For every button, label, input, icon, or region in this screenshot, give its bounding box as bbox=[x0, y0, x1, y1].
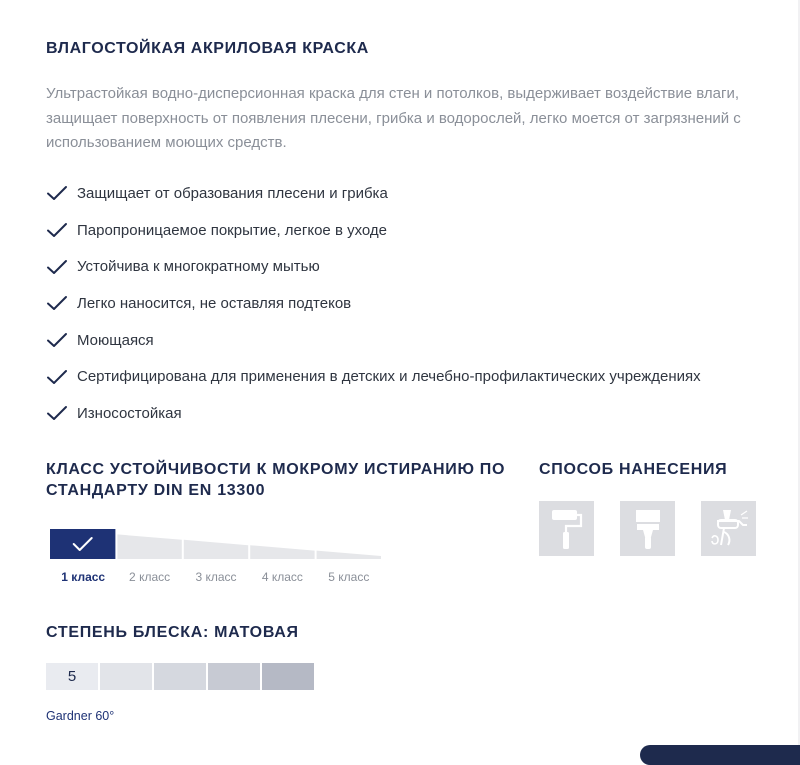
wet-abrasion-title: КЛАСС УСТОЙЧИВОСТИ К МОКРОМУ ИСТИРАНИЮ ПО СТАНДАРТУ DIN EN 13300 bbox=[46, 461, 506, 499]
method-brush bbox=[620, 501, 675, 556]
paint-brush-icon bbox=[628, 507, 668, 551]
gloss-level-cell bbox=[208, 663, 260, 690]
check-icon bbox=[46, 259, 68, 275]
feature-item bbox=[46, 212, 701, 249]
check-icon bbox=[46, 405, 68, 421]
gloss-title: СТЕПЕНЬ БЛЕСКА: МАТОВАЯ bbox=[46, 624, 299, 641]
abrasion-class-scale bbox=[50, 529, 382, 559]
feature-item bbox=[46, 285, 701, 322]
spray-gun-icon bbox=[709, 507, 749, 551]
abrasion-class-label: 5 класс bbox=[328, 570, 370, 584]
abrasion-class-label: 3 класс bbox=[195, 570, 237, 584]
check-icon bbox=[46, 369, 68, 385]
abrasion-class-segment bbox=[184, 540, 248, 559]
gloss-level-cell bbox=[46, 663, 98, 690]
feature-text: Износостойкая bbox=[77, 404, 182, 422]
feature-item bbox=[46, 175, 701, 212]
gloss-scale bbox=[46, 663, 314, 690]
feature-text: Легко наносится, не оставляя подтеков bbox=[77, 294, 352, 312]
gloss-measure: Gardner 60° bbox=[46, 709, 115, 723]
product-title: ВЛАГОСТОЙКАЯ АКРИЛОВАЯ КРАСКА bbox=[46, 40, 369, 57]
feature-text: Моющаяся bbox=[77, 331, 154, 349]
feature-item bbox=[46, 322, 701, 359]
corner-widget[interactable] bbox=[640, 745, 800, 765]
abrasion-class-labels bbox=[50, 570, 382, 586]
gloss-value: 5 bbox=[67, 668, 77, 685]
feature-text: Защищает от образования плесени и грибка bbox=[77, 184, 388, 202]
gloss-level-cell bbox=[154, 663, 206, 690]
application-method-title: СПОСОБ НАНЕСЕНИЯ bbox=[539, 461, 728, 478]
abrasion-class-label: 4 класс bbox=[261, 570, 303, 584]
check-icon bbox=[46, 332, 68, 348]
feature-list bbox=[46, 175, 701, 432]
abrasion-class-segment bbox=[317, 551, 381, 559]
gloss-level-cell bbox=[100, 663, 152, 690]
method-roller bbox=[539, 501, 594, 556]
feature-item bbox=[46, 248, 701, 285]
product-description: Ультрастойкая водно-дисперсионная краска для стен и потолков, выдерживает воздействие влаги, защищает поверхность от появления плесени, грибка и водорослей, легко моется от загрязнений с использованием моющих средств. bbox=[46, 85, 741, 151]
feature-item bbox=[46, 358, 701, 395]
check-icon bbox=[46, 295, 68, 311]
abrasion-class-segment bbox=[250, 545, 314, 559]
feature-text: Паропроницаемое покрытие, легкое в уходе bbox=[77, 221, 388, 239]
abrasion-class-label: 1 класс bbox=[61, 570, 106, 584]
application-methods bbox=[539, 501, 756, 556]
gloss-level-cell bbox=[262, 663, 314, 690]
abrasion-class-segment bbox=[50, 529, 115, 559]
abrasion-class-segment bbox=[117, 534, 181, 559]
check-icon bbox=[46, 222, 68, 238]
method-spray bbox=[701, 501, 756, 556]
abrasion-class-label: 2 класс bbox=[129, 570, 171, 584]
paint-roller-icon bbox=[547, 507, 587, 551]
feature-item bbox=[46, 395, 701, 432]
feature-text: Сертифицирована для применения в детских и лечебно-профилактических учреждениях bbox=[77, 368, 701, 386]
check-icon bbox=[46, 185, 68, 201]
feature-text: Устойчива к многократному мытью bbox=[77, 258, 320, 276]
